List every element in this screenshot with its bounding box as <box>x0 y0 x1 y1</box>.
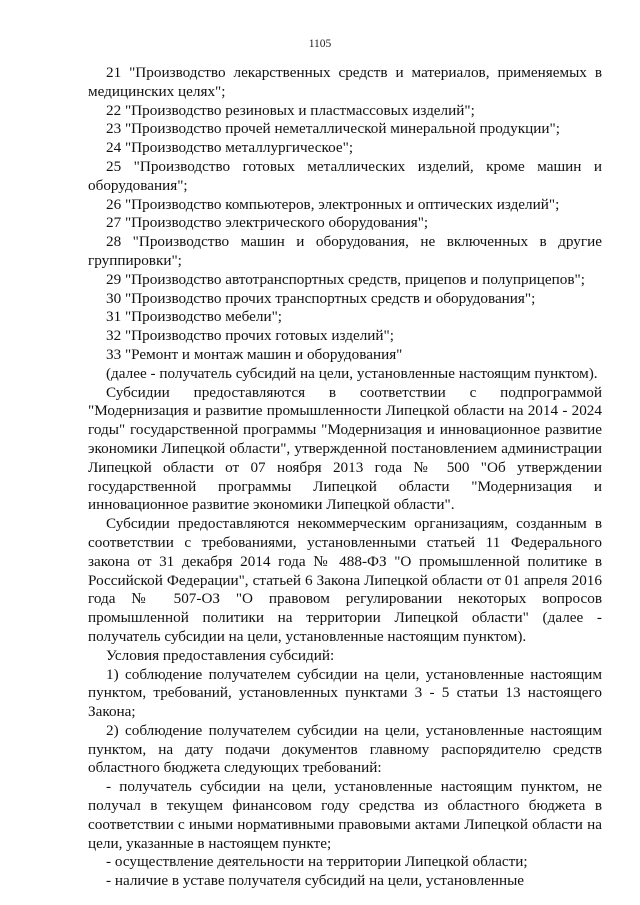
paragraph-item-26: 26 "Производство компьютеров, электронных и оптических изделий"; <box>106 195 560 213</box>
paragraph-condition-1: 1) соблюдение получателем субсидии на цели, установленные настоящим пунктом, требований, установленных пунктами 3 - 5 статьи 13 настоящего Закона; <box>88 665 602 721</box>
paragraph-item-21: 21 "Производство лекарственных средств и материалов, применяемых в медицинских целях"; <box>88 64 602 100</box>
paragraph-item-24: 24 "Производство металлургическое"; <box>106 139 354 157</box>
page-number: 1105 <box>308 38 332 50</box>
paragraph-condition-2: 2) соблюдение получателем субсидии на цели, установленные настоящим пунктом, на дату подачи документов главному распорядителю средств областного бюджета следующих требований: <box>88 721 602 777</box>
paragraph-requirement-no-funds: - получатель субсидии на цели, установленные настоящим пунктом, не получал в текущем финансовом году средства из областного бюджета в соответствии с иными нормативными правовыми актами Липецкой области на цели, указанные в настоящем пункте; <box>88 778 602 852</box>
paragraph-item-29: 29 "Производство автотранспортных средств, прицепов и полуприцепов"; <box>106 270 585 288</box>
paragraph-requirement-territory: - осуществление деятельности на территории Липецкой области; <box>106 853 528 871</box>
paragraph-item-23: 23 "Производство прочей неметаллической минеральной продукции"; <box>106 120 560 138</box>
paragraph-requirement-charter: - наличие в уставе получателя субсидий на цели, установленные <box>106 872 525 890</box>
paragraph-item-32: 32 "Производство прочих готовых изделий"; <box>106 327 394 345</box>
document-body <box>88 64 602 891</box>
paragraph-recipient-definition: (далее - получатель субсидий на цели, установленные настоящим пунктом). <box>106 364 598 382</box>
paragraph-subsidies-program: Субсидии предоставляются в соответствии с подпрограммой "Модернизация и развитие промышленности Липецкой области на 2014 - 2024 годы" государственной программы "Модернизация и инновационное развитие экономики Липецкой области", утвержденной постановлением администрации Липецкой области от 07 ноября 2013 года № 500 "Об утверждении государственной программы Липецкой области "Модернизация и инновационное развитие экономики Липецкой области". <box>88 383 602 514</box>
paragraph-conditions-heading: Условия предоставления субсидий: <box>106 646 335 664</box>
paragraph-item-27: 27 "Производство электрического оборудования"; <box>106 214 429 232</box>
paragraph-subsidies-nonprofit: Субсидии предоставляются некоммерческим организациям, созданным в соответствии с требованиями, установленными статьей 11 Федерального закона от 31 декабря 2014 года № 488-ФЗ "О промышленной политике в Российской Федерации", статьей 6 Закона Липецкой области от 01 апреля 2016 года № 507-ОЗ "О правовом регулировании некоторых вопросов промышленной политики на территории Липецкой области" (далее - получатель субсидии на цели, установленные настоящим пунктом). <box>88 515 602 645</box>
paragraph-item-30: 30 "Производство прочих транспортных средств и оборудования"; <box>106 289 536 307</box>
paragraph-item-22: 22 "Производство резиновых и пластмассовых изделий"; <box>106 101 475 119</box>
paragraph-item-33: 33 "Ремонт и монтаж машин и оборудования" <box>106 345 403 363</box>
paragraph-item-28: 28 "Производство машин и оборудования, не включенных в другие группировки"; <box>88 233 602 269</box>
paragraph-item-25: 25 "Производство готовых металлических изделий, кроме машин и оборудования"; <box>88 157 602 194</box>
paragraph-item-31: 31 "Производство мебели"; <box>106 308 282 326</box>
